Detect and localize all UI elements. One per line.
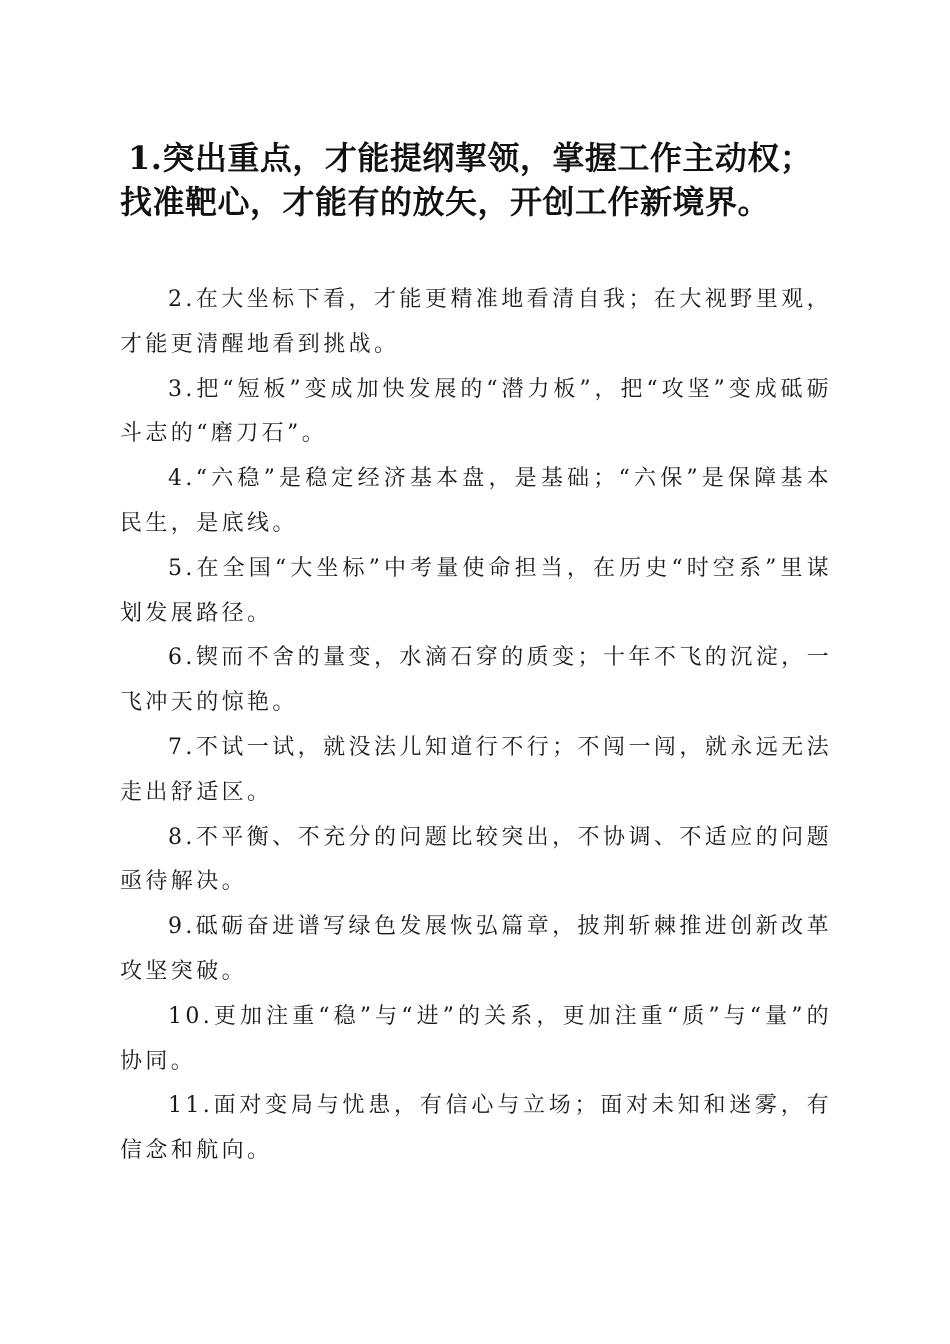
paragraph-10: 10.更加注重“稳”与“进”的关系，更加注重“质”与“量”的协同。: [120, 1003, 832, 1074]
paragraph-3: 3.把“短板”变成加快发展的“潜力板”，把“攻坚”变成砥砺斗志的“磨刀石”。: [120, 376, 832, 447]
paragraph-2: 2.在大坐标下看，才能更精准地看清自我；在大视野里观，才能更清醒地看到挑战。: [120, 287, 832, 357]
paragraph-6: 6.锲而不舍的量变，水滴石穿的质变；十年不飞的沉淀，一飞冲天的惊艳。: [120, 645, 832, 716]
paragraph-7: 7.不试一试，就没法儿知道行不行；不闯一闯，就永远无法走出舒适区。: [120, 734, 832, 805]
paragraph-8: 8.不平衡、不充分的问题比较突出，不协调、不适应的问题亟待解决。: [120, 824, 832, 895]
paragraph-11: 11.面对变局与忧患，有信心与立场；面对未知和迷雾，有信念和航向。: [120, 1093, 832, 1164]
paragraph-9: 9.砥砺奋进谱写绿色发展恢弘篇章，披荆斩棘推进创新改革攻坚突破。: [120, 914, 832, 984]
paragraph-5: 5.在全国“大坐标”中考量使命担当，在历史“时空系”里谋划发展路径。: [120, 555, 832, 626]
paragraph-4: 4.“六稳”是稳定经济基本盘，是基础；“六保”是保障基本民生，是底线。: [120, 466, 832, 536]
paragraph-list: [120, 278, 832, 1174]
page-title: 1.突出重点，才能提纲挈领，掌握工作主动权；找准靶心，才能有的放矢，开创工作新境界。: [120, 139, 813, 221]
